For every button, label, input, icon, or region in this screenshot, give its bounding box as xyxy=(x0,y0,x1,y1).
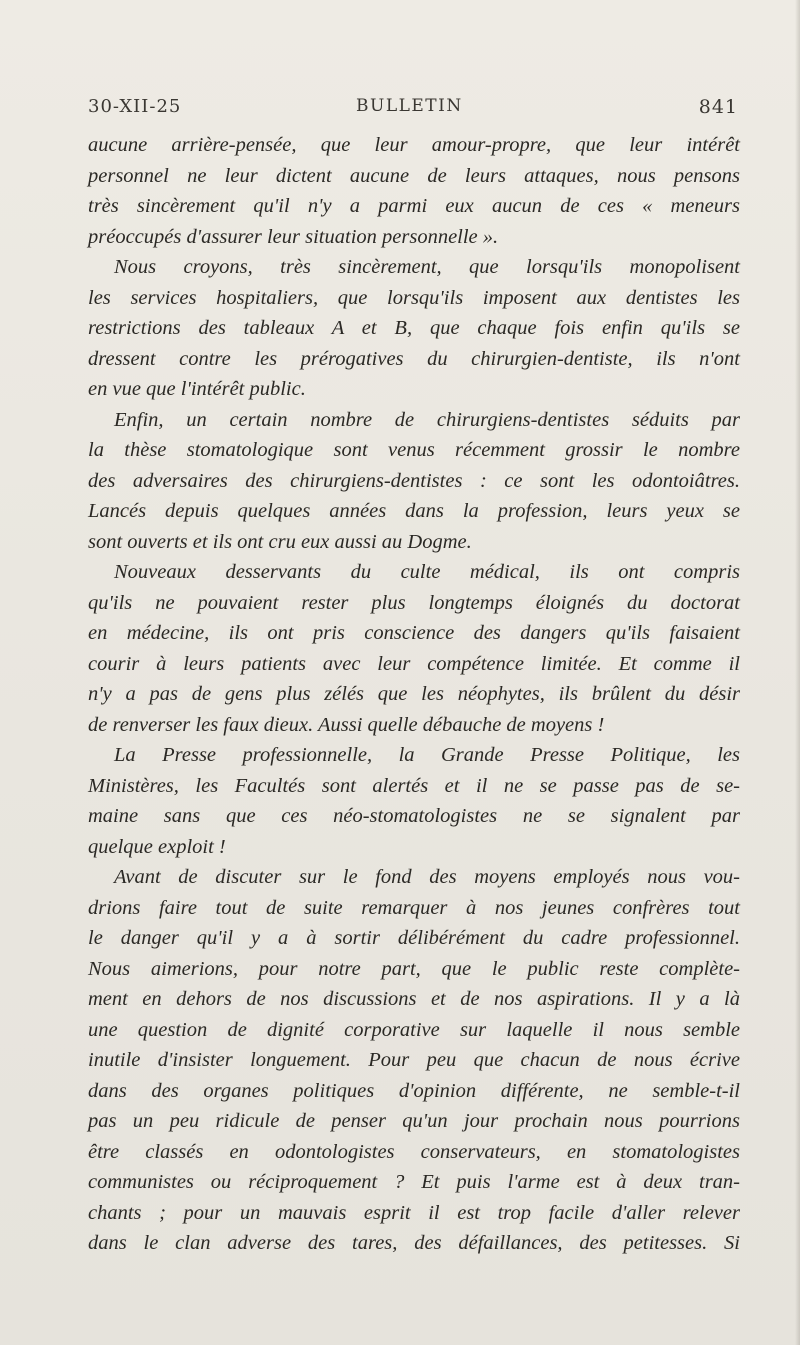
page-edge-shadow xyxy=(795,0,800,1345)
text-line: inutile d'insister longuement. Pour peu que chacun de nous écrive xyxy=(88,1049,740,1071)
body-text xyxy=(88,130,740,1259)
text-line: la thèse stomatologique sont venus récemment grossir le nombre xyxy=(88,439,740,461)
text-line: n'y a pas de gens plus zélés que les néophytes, ils brûlent du désir xyxy=(88,683,740,705)
text-line: sont ouverts et ils ont cru eux aussi au Dogme. xyxy=(88,530,472,553)
text-line: des adversaires des chirurgiens-dentistes : ce sont les odontoiâtres. xyxy=(88,469,740,492)
text-line: être classés en odontologistes conservateurs, en stomatologistes xyxy=(88,1140,740,1163)
text-line: Avant de discuter sur le fond des moyens employés nous vou- xyxy=(114,866,740,888)
text-line: quelque exploit ! xyxy=(88,835,226,858)
header-title: BULLETIN xyxy=(356,96,463,116)
running-header xyxy=(88,96,738,126)
text-line: en médecine, ils ont pris conscience des dangers qu'ils faisaient xyxy=(88,622,740,644)
text-line: Ministères, les Facultés sont alertés et il ne se passe pas de se- xyxy=(88,774,740,797)
page-number: 841 xyxy=(698,96,738,118)
text-line: Nous croyons, très sincèrement, que lorsqu'ils monopolisent xyxy=(114,256,740,278)
text-line: de renverser les faux dieux. Aussi quelle débauche de moyens ! xyxy=(88,713,605,736)
text-line: dressent contre les prérogatives du chirurgien-dentiste, ils n'ont xyxy=(88,347,740,370)
text-line: dans le clan adverse des tares, des défaillances, des petitesses. Si xyxy=(88,1232,740,1254)
text-line: très sincèrement qu'il n'y a parmi eux aucun de ces « meneurs xyxy=(88,195,740,217)
text-line: Enfin, un certain nombre de chirurgiens-dentistes séduits par xyxy=(114,408,740,431)
text-line: aucune arrière-pensée, que leur amour-propre, que leur intérêt xyxy=(88,134,740,156)
text-line: qu'ils ne pouvaient rester plus longtemps éloignés du doctorat xyxy=(88,591,740,614)
text-line: dans des organes politiques d'opinion différente, ne semble-t-il xyxy=(88,1079,740,1102)
text-line: communistes ou réciproquement ? Et puis l'arme est à deux tran- xyxy=(88,1171,740,1193)
text-line: maine sans que ces néo-stomatologistes ne se signalent par xyxy=(88,805,740,827)
text-line: Nous aimerions, pour notre part, que le public reste complète- xyxy=(88,957,740,980)
text-line: le danger qu'il y a à sortir délibérément du cadre professionnel. xyxy=(88,927,740,949)
text-line: pas un peu ridicule de penser qu'un jour prochain nous pourrions xyxy=(88,1110,740,1132)
text-line: une question de dignité corporative sur laquelle il nous semble xyxy=(88,1018,740,1041)
text-line: Lancés depuis quelques années dans la profession, leurs yeux se xyxy=(88,500,740,522)
text-line: Nouveaux desservants du culte médical, ils ont compris xyxy=(114,561,740,583)
text-line: chants ; pour un mauvais esprit il est trop facile d'aller relever xyxy=(88,1201,740,1224)
text-line: les services hospitaliers, que lorsqu'ils imposent aux dentistes les xyxy=(88,286,740,309)
text-line: en vue que l'intérêt public. xyxy=(88,378,306,400)
text-line: courir à leurs patients avec leur compétence limitée. Et comme il xyxy=(88,652,740,675)
text-line: drions faire tout de suite remarquer à nos jeunes confrères tout xyxy=(88,896,740,919)
text-line: personnel ne leur dictent aucune de leurs attaques, nous pensons xyxy=(88,164,740,187)
text-line: restrictions des tableaux A et B, que chaque fois enfin qu'ils se xyxy=(88,317,740,339)
text-line: ment en dehors de nos discussions et de nos aspirations. Il y a là xyxy=(88,988,740,1010)
header-date: 30-XII-25 xyxy=(88,96,182,117)
text-line: La Presse professionnelle, la Grande Presse Politique, les xyxy=(114,744,740,766)
text-line: préoccupés d'assurer leur situation personnelle ». xyxy=(88,225,499,248)
